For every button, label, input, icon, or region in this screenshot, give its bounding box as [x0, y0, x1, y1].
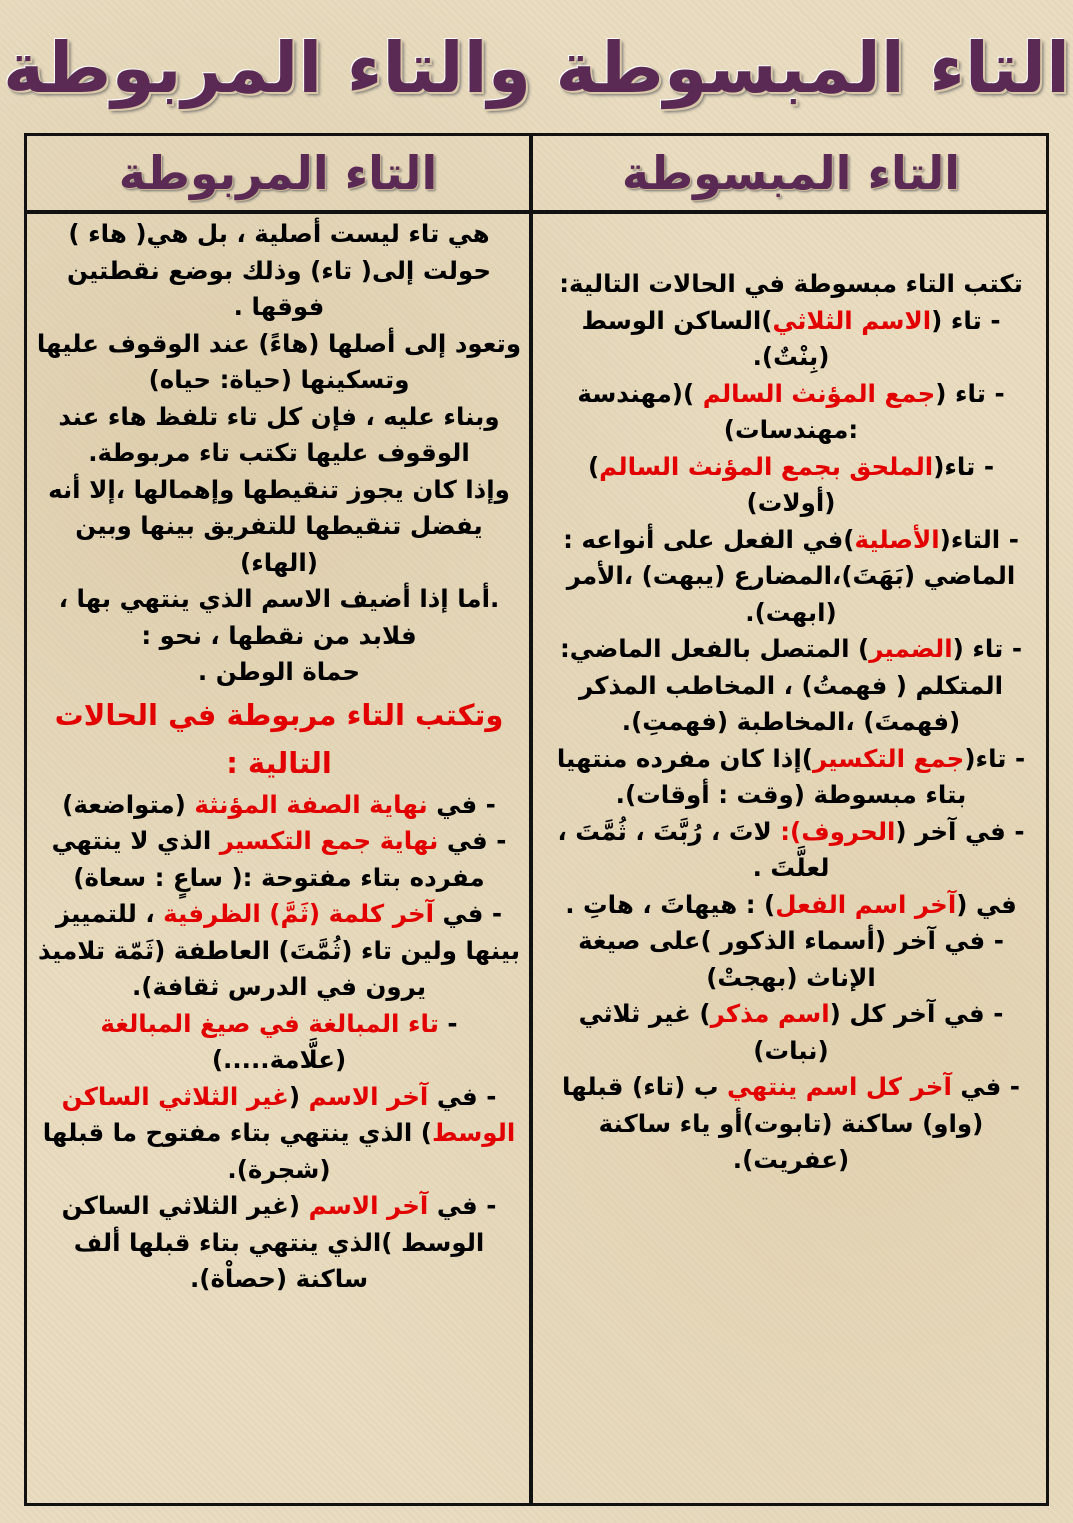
rule-paragraph [541, 887, 1041, 924]
rule-text: الذي لا ينتهي مفرده بتاء مفتوحة :( ساعٍ : سعاة) [51, 826, 485, 892]
highlighted-text: آخر الاسم [308, 1081, 429, 1111]
rule-text: - التاء( [939, 524, 1019, 554]
highlighted-text: آخر كل اسم ينتهي [727, 1072, 952, 1101]
rule-text: ) المتصل بالفعل الماضي: [560, 634, 870, 663]
rule-text: - تاء ( [931, 305, 1001, 335]
rule-text: - في [434, 899, 503, 928]
rule-text: ، للتمييز بينها ولين تاء (ثُمَّتَ) العاطفة (ثَمّة تلاميذ يرون في الدرس ثقافة). [37, 899, 521, 1001]
rule-paragraph [541, 631, 1041, 668]
rule-paragraph [541, 266, 1041, 303]
rule-text: - في [438, 826, 507, 855]
rule-text: وتعود إلى أصلها (هاءً) عند الوقوف عليها وتسكينها (حياة: حياه) [36, 328, 522, 394]
rule-text: - في آخر كل ( [829, 999, 1004, 1028]
rule-text: - [438, 1008, 458, 1038]
highlighted-text: الحروف): [780, 816, 896, 846]
highlighted-text: آخر الاسم [308, 1191, 429, 1220]
rule-text: - في [427, 789, 496, 819]
rule-text: )في الفعل على أنواعه : الماضي (بَهَتَ)،المضارع (يبهت) ،الأمر (ابهت). [563, 524, 1016, 627]
rule-text: وبناء عليه ، فإن كل تاء تلفظ هاء عند الوقوف عليها تكتب تاء مربوطة. [58, 401, 500, 467]
highlighted-text: جمع المؤنث السالم [702, 378, 936, 408]
page-title: التاء المبسوطة والتاء المربوطة [2, 27, 1071, 109]
rule-paragraph [35, 823, 523, 896]
highlighted-text: الاسم الثلاثي [772, 305, 932, 335]
highlighted-text: جمع التكسير [812, 743, 965, 773]
rule-text: ) الذي ينتهي بتاء مفتوح ما قبلها (شجرة). [42, 1118, 432, 1184]
rule-text: ب (تاء) قبلها (واو) ساكنة (تابوت)أو ياء ساكنة (عفريت). [562, 1072, 984, 1174]
rule-paragraph [35, 1079, 523, 1189]
rule-text: هي تاء ليست أصلية ، بل هي( هاء ) حولت إلى( تاء) وذلك بوضع نقطتين فوقها . [66, 219, 492, 321]
rule-paragraph [35, 581, 523, 654]
highlighted-text: الملحق بجمع المؤنث السالم [599, 451, 934, 481]
rule-text: - في آخر ( [895, 816, 1025, 846]
rule-text: ) : هيهاتَ ، هاتِ . [565, 889, 776, 919]
rule-paragraph [35, 787, 523, 824]
rule-paragraph [541, 741, 1041, 814]
rule-text: - تاء ( [952, 634, 1022, 663]
rule-text: - تاء ( [935, 378, 1005, 408]
rule-text: تكتب التاء مبسوطة في الحالات التالية: [559, 269, 1023, 298]
rule-paragraph [35, 896, 523, 1006]
rule-paragraph [541, 668, 1041, 741]
rule-text: (غير الثلاثي الساكن الوسط )الذي ينتهي بتاء قبلها ألف ساكنة (حصاْة). [61, 1191, 485, 1293]
header-open-taa: التاء المبسوطة [621, 146, 961, 200]
rule-text: - تاء( [964, 743, 1026, 773]
highlighted-text: نهاية الصفة المؤنثة [194, 789, 428, 819]
rule-paragraph [35, 654, 523, 691]
rule-paragraph [541, 1069, 1041, 1179]
highlighted-text: اسم مذكر [710, 999, 830, 1028]
highlighted-text: نهاية جمع التكسير [219, 826, 439, 855]
rule-paragraph [35, 399, 523, 472]
rule-text: ) (أولات) [587, 451, 836, 517]
highlighted-text: وتكتب التاء مربوطة في الحالات التالية : [54, 697, 504, 780]
rule-text: المتكلم ( فهمتُ) ، المخاطب المذكر (فهمتَ) ،المخاطبة (فهمتِ). [579, 670, 1003, 736]
rule-text: (متواضعة) [62, 789, 195, 819]
rule-text: ) غير ثلاثي (نبات) [578, 999, 829, 1065]
rule-paragraph [541, 449, 1041, 522]
rule-text: لاتَ ، رُبَّتَ ، ثُمَّتَ ، لعلَّتَ . [557, 816, 830, 882]
rule-paragraph [35, 1006, 523, 1079]
rule-paragraph [35, 472, 523, 582]
rule-paragraph [541, 814, 1041, 887]
open-taa-column [541, 214, 1041, 1179]
closed-taa-column [35, 214, 523, 1298]
rule-text: (علَّامة.....) [211, 1045, 347, 1074]
rule-text: - في [951, 1072, 1020, 1101]
rule-paragraph [35, 691, 523, 787]
rule-text: )إذا كان مفرده منتهيا بتاء مبسوطة (وقت : أوقات). [556, 743, 967, 809]
rule-text: ( [288, 1081, 309, 1111]
rule-text: )(مهندسة :مهندسات) [577, 378, 859, 444]
rule-paragraph [541, 996, 1041, 1069]
column-divider [529, 136, 533, 1503]
highlighted-text: آخر اسم الفعل [775, 889, 957, 919]
rule-paragraph [541, 303, 1041, 376]
highlighted-text: الأصلية [854, 524, 940, 554]
rule-paragraph [35, 326, 523, 399]
rule-text: .أما إذا أضيف الاسم الذي ينتهي بها ، فلابد من نقطها ، نحو : [58, 584, 500, 650]
header-closed-taa: التاء المربوطة [118, 146, 438, 200]
rule-paragraph [35, 1188, 523, 1298]
rule-text: حماة الوطن . [197, 657, 361, 686]
rules-table [24, 133, 1049, 1506]
rule-text: في ( [956, 889, 1017, 919]
rule-paragraph [541, 522, 1041, 632]
highlighted-text: تاء المبالغة في صيغ المبالغة [100, 1008, 439, 1038]
highlighted-text: الضمير [869, 634, 953, 663]
rule-paragraph [541, 923, 1041, 996]
rule-paragraph [541, 376, 1041, 449]
highlighted-text: آخر كلمة (ثَمَّ) الظرفية [163, 899, 434, 928]
rule-text: - تاء( [933, 451, 995, 481]
rule-text: )الساكن الوسط (بِنْتٌ). [581, 305, 830, 371]
rule-text: وإذا كان يجوز تنقيطها وإهمالها ،إلا أنه يفضل تنقيطها للتفريق بينها وبين (الهاء) [48, 474, 510, 577]
rule-text: - في [428, 1081, 497, 1111]
rule-text: - في [428, 1191, 497, 1220]
highlighted-text: غير الثلاثي الساكن الوسط [61, 1081, 516, 1147]
rule-paragraph [35, 216, 523, 326]
rule-text: - في آخر (أسماء الذكور )على صيغة الإناث (بهجتْ) [578, 926, 1004, 992]
